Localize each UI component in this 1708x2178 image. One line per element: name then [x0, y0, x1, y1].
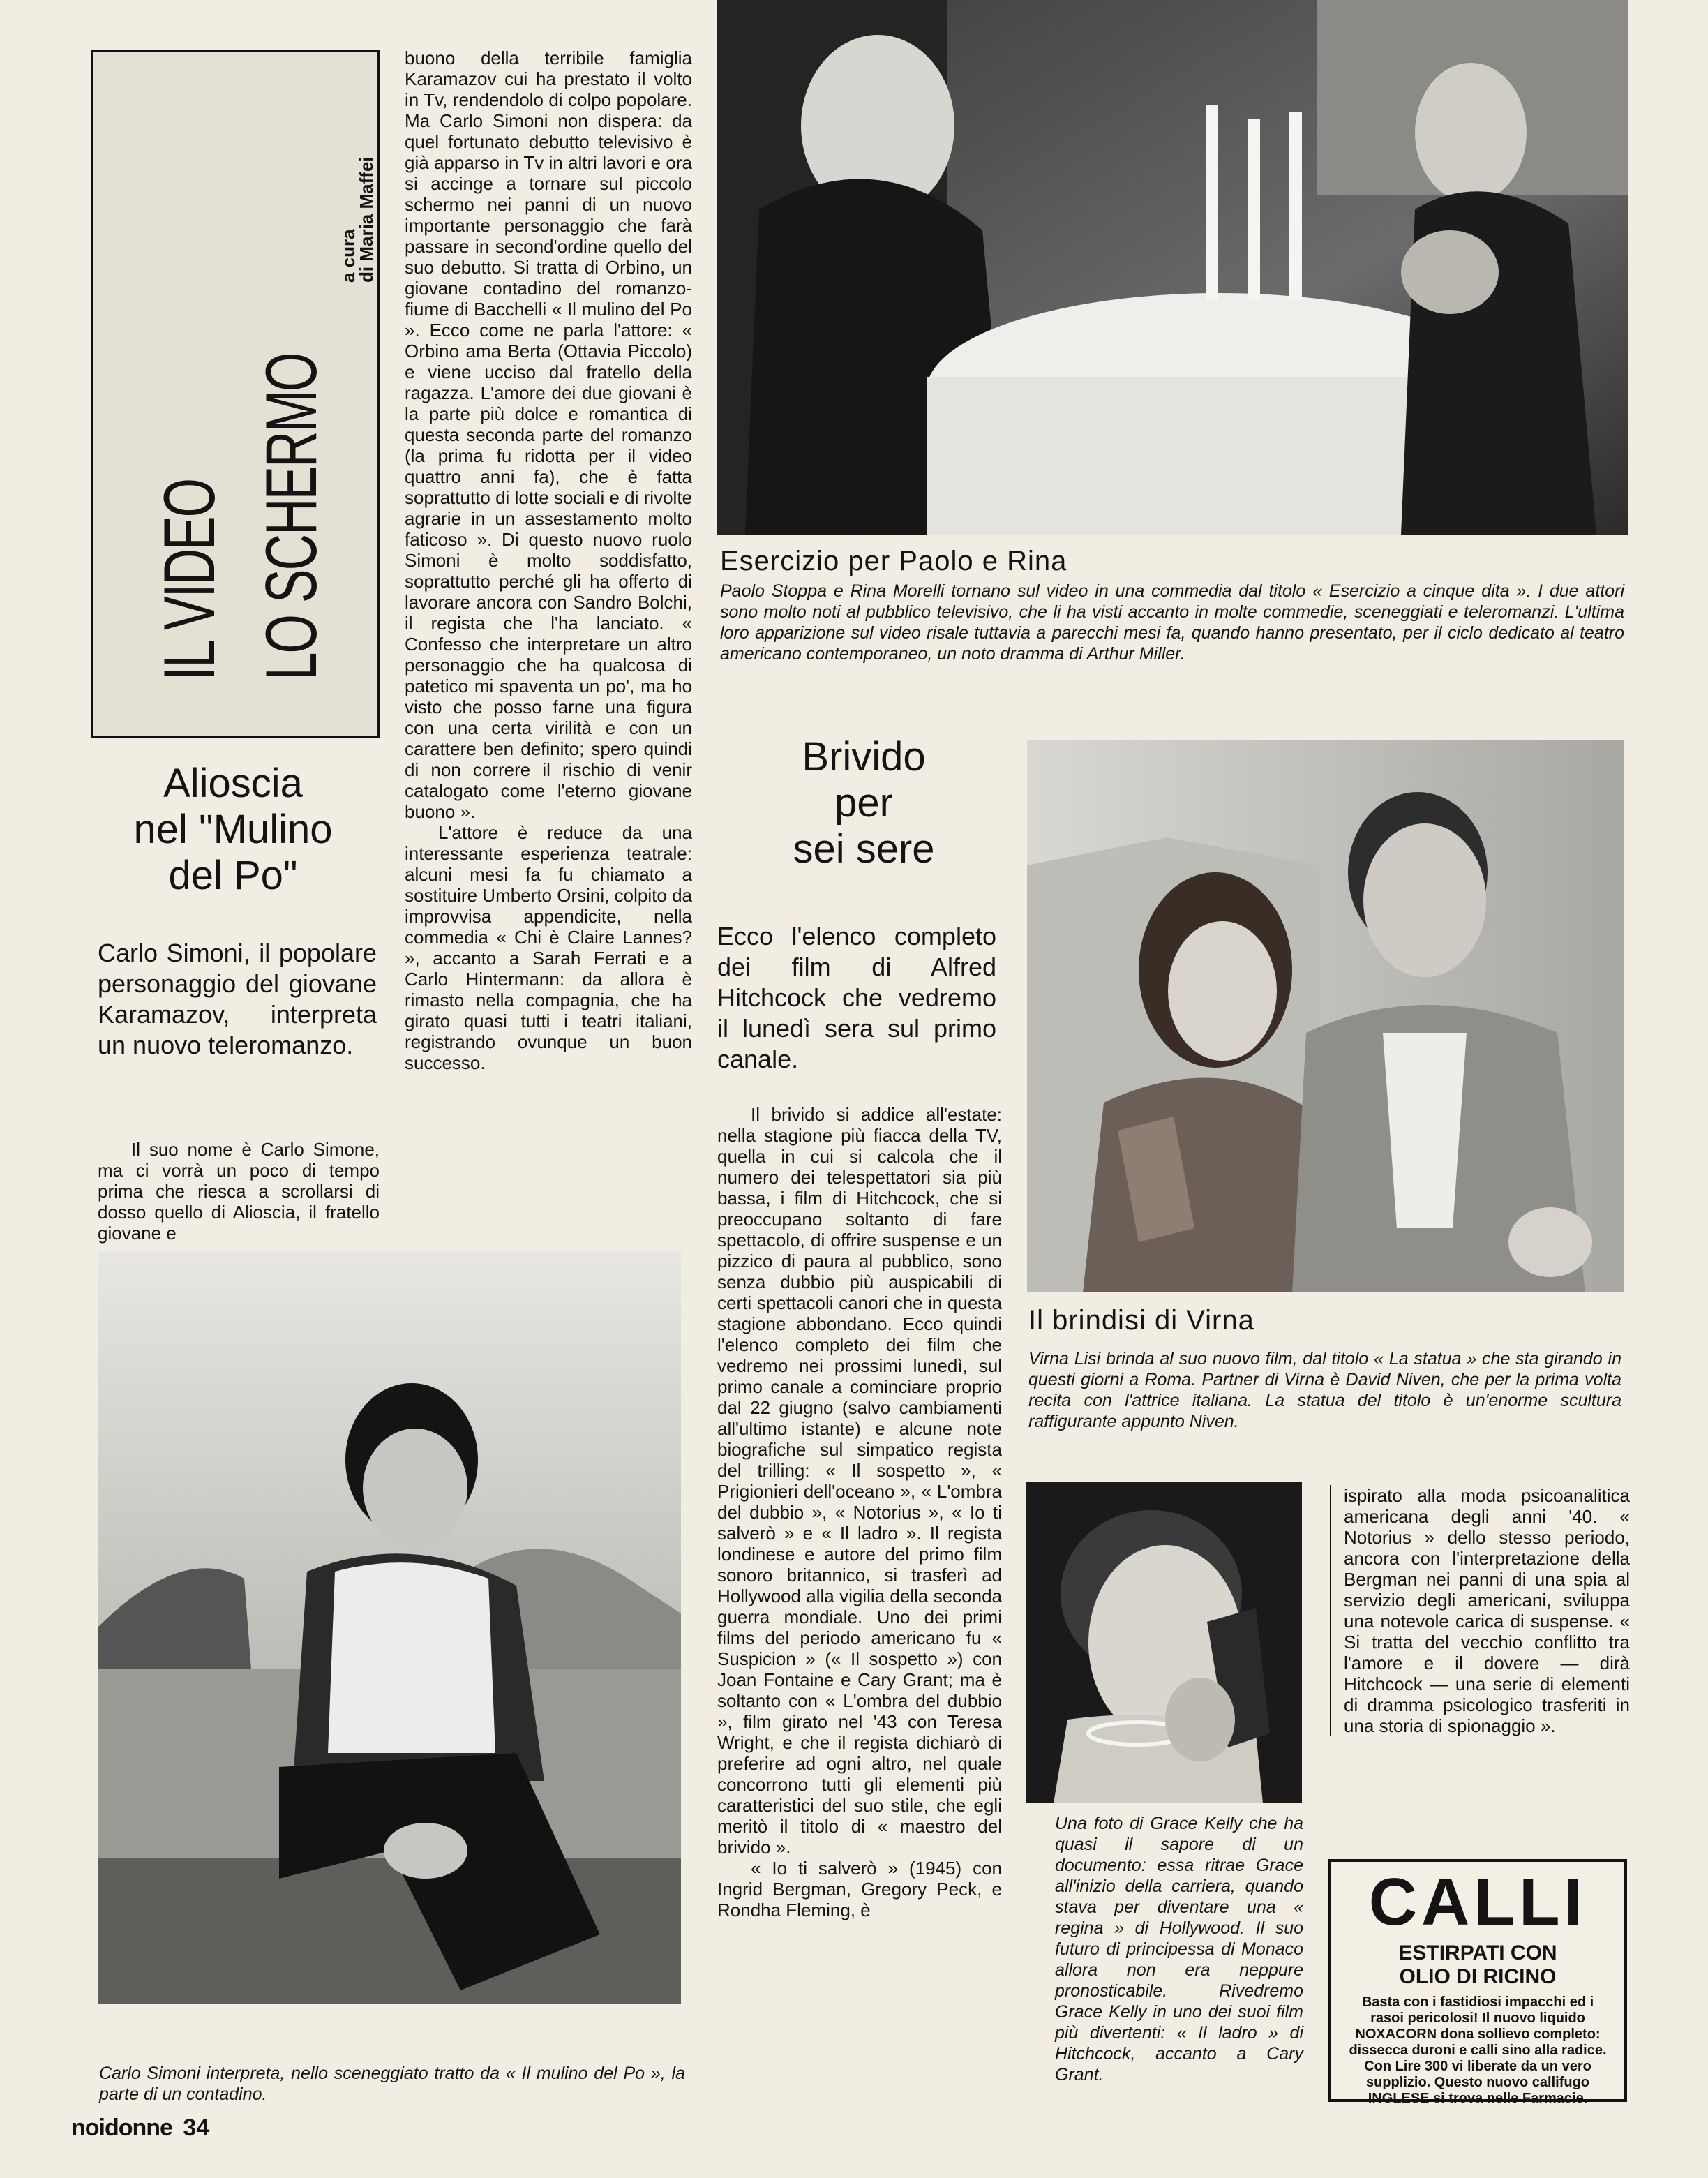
rubric-credit-line2: di Maria Maffei	[356, 156, 377, 283]
photo-virna-title: Il brindisi di Virna	[1028, 1305, 1254, 1336]
article1-col2	[405, 47, 692, 1073]
article1-col2-paragraph: L'attore è reduce da una interessante esperienza teatrale: alcuni mesi fa fu chiamato a sostituire Umberto Orsini, colpito da improvvisa appendicite, nella commedia « Chi è Claire Lannes? », accanto a Sarah Ferrati e a Carlo Hintermann: da allora è rimasto nella compagnia, che ha girato quasi tutti i teatri italiani, registrando ovunque un buon successo.	[405, 822, 692, 1073]
ad-sub2: OLIO DI RICINO	[1399, 1965, 1557, 1988]
article2-col1-paragraph: « Io ti salverò » (1945) con Ingrid Bergman, Gregory Peck, e Rondha Fleming, è	[717, 1858, 1002, 1920]
photo-carlo-simoni	[98, 1251, 681, 2004]
rubric-credit-line1: a cura	[338, 229, 359, 283]
article2-col3	[1330, 1485, 1630, 1736]
article1-col2-paragraph: buono della terribile famiglia Karamazov cui ha prestato il volto in Tv, rendendolo di colpo popolare. Ma Carlo Simoni non dispera: da quel fortunato debutto televisivo è già apparso in Tv in altri lavori e ora si accinge a tornare sul piccolo schermo nei panni di un nuovo importante personaggio che farà passare in second'ordine quello del suo debutto. Si tratta di Orbino, un giovane contadino del romanzo-fiume di Bacchelli « Il mulino del Po ». Ecco come ne parla l'attore: « Orbino ama Berta (Ottavia Piccolo) e viene ucciso dal fratello della ragazza. L'amore dei due giovani è la parte più dolce e romantica di questa seconda parte del romanzo (la prima fu ridotta per il video quattro anni fa), che è fatta soprattutto di lotte sociali e di rivolte agrarie in un assestamento molto faticoso ». Di questo nuovo ruolo Simoni è molto soddisfatto, soprattutto perché gli ha offerto di lavorare ancora con Sandro Bolchi, il regista che l'ha lanciato. « Confesso che interpretare un altro personaggio che ha qualcosa di patetico mi spaventa un po', ma ho visto che posso farne una figura con una certa virilità e con un carattere ben definito; spero quindi di non correre il rischio di venir catalogato come l'eterno giovane buono ».	[405, 47, 692, 822]
article2-col3-paragraph: ispirato alla moda psicoanalitica americana degli anni '40. « Notorius » dello stesso periodo, ancora con l'interpretazione della Bergman nei panni di una spia al servizio degli americani, sviluppa una notevole carica di suspense. « Si tratta del vecchio conflitto tra l'amore e il dovere — dirà Hitchcock — una serie di elementi di dramma psicologico trasferiti in una storia di spionaggio ».	[1344, 1485, 1630, 1736]
article1-headline	[91, 761, 375, 899]
photo-virna-niven-image	[1027, 740, 1624, 1292]
article2-col1-paragraph: Il brivido si addice all'estate: nella stagione più fiacca della TV, quella in cui si calcola che il numero dei telespettatori sia più bassa, i film di Hitchcock, che si preoccupano soltanto di fare spettacolo, di offrire suspense e un pizzico di paura al pubblico, sono senza dubbio più auspicabili di certi spettacoli canori che in questa stagione abbondano. Ecco quindi l'elenco completo dei film che vedremo nei prossimi lunedì, sul primo canale a cominciare proprio dal 22 giugno (salvo cambiamenti all'ultimo istante) e alcune note biografiche sul simpatico regista del trilling: « Il sospetto », « Prigionieri dell'oceano », « L'ombra del dubbio », « Notorius », « Io ti salverò » e « Il ladro ». Il regista londinese e autore del primo film sonoro britannico, si trasferì ad Hollywood alla vigilia della seconda guerra mondiale. Uno dei primi films del periodo americano fu « Suspicion » (« Il sospetto ») con Joan Fontaine e Cary Grant; ma è soltanto con « L'ombra del dubbio », film girato nel '43 con Teresa Wright, e che il regista dichiarò di preferire ad ogni altro, nel quale concorrono tutti gli elementi più caratteristici del suo stile, che egli meritò il titolo di « maestro del brivido ».	[717, 1104, 1002, 1858]
photo-stoppa-morelli	[717, 0, 1628, 535]
rubric-title-line1: IL VIDEO	[149, 479, 230, 680]
photo-grace-caption: Una foto di Grace Kelly che ha quasi il sapore di un documento: essa ritrae Grace all'inizio della carriera, quando stava per diventare una « regina » di Hollywood. Il suo futuro di principessa di Monaco allora non era neppure pronosticabile. Rivedremo Grace Kelly in uno dei suoi film più divertenti: « Il ladro » di Hitchcock, accanto a Cary Grant.	[1055, 1814, 1303, 2084]
photo-stoppa-morelli-image	[717, 0, 1628, 535]
ad-body: Basta con i fastidiosi impacchi ed i rasoi pericolosi! Il nuovo liquido NOXACORN dona sollievo completo: dissecca duroni e calli sino alla radice. Con Lire 300 vi liberate da un vero supplizio. Questo nuovo callifugo INGLESE si trova nelle Farmacie.	[1349, 1994, 1607, 2106]
rubric-title-line2: LO SCHERMO	[251, 353, 332, 680]
ad-headline: CALLI	[1368, 1865, 1587, 1939]
article1-col1	[98, 1139, 380, 1244]
article2-intro: Ecco l'elenco completo dei film di Alfred Hitchcock che vedremo il lunedì sera sul primo canale.	[717, 922, 996, 1073]
article1-headline-line: nel "Mulino	[133, 807, 333, 852]
footer-magazine: noidonne	[71, 2114, 172, 2141]
ad-calli	[1328, 1859, 1627, 2106]
article1-col1-paragraph: Il suo nome è Carlo Simone, ma ci vorrà un poco di tempo prima che riesca a scrollarsi di dosso quello di Alioscia, il fratello giovane e	[98, 1139, 380, 1244]
rubric-box	[91, 50, 380, 738]
article2-headline-line: sei sere	[793, 826, 935, 872]
footer-page-number: 34	[183, 2114, 210, 2141]
photo-virna-caption: Virna Lisi brinda al suo nuovo film, dal titolo « La statua » che sta girando in questi giorni a Roma. Partner di Virna è David Niven, che per la prima volta recita con l'attrice italiana. La statua del titolo è un'enorme scultura raffigurante appunto Niven.	[1028, 1349, 1621, 1431]
page-footer	[71, 2114, 209, 2142]
photo-stoppa-title: Esercizio per Paolo e Rina	[720, 546, 1068, 576]
article2-headline-line: Brivido	[802, 734, 926, 780]
photo-carlo-simoni-image	[98, 1251, 681, 2004]
ad-sub1: ESTIRPATI CON	[1398, 1941, 1557, 1964]
article2-col1	[717, 1104, 1002, 1920]
photo-grace-kelly	[1026, 1482, 1302, 1803]
photo-virna-niven	[1027, 740, 1624, 1292]
photo-grace-kelly-image	[1026, 1482, 1302, 1803]
article1-intro: Carlo Simoni, il popolare personaggio del giovane Karamazov, interpreta un nuovo teleromanzo.	[98, 939, 377, 1059]
article1-headline-line: del Po"	[168, 853, 298, 898]
photo-carlo-simoni-caption: Carlo Simoni interpreta, nello sceneggiato tratto da « Il mulino del Po », la parte di un contadino.	[99, 2064, 685, 2104]
article2-headline-line: per	[834, 780, 893, 826]
photo-stoppa-caption: Paolo Stoppa e Rina Morelli tornano sul video in una commedia dal titolo « Esercizio a cinque dita ». I due attori sono molto noti al pubblico televisivo, che li ha visti accanto in molte commedie, sceneggiati e teleromanzi. L'ultima loro apparizione sul video risale tuttavia a parecchi mesi fa, quando hanno presentato, per il ciclo dedicato al teatro americano contemporaneo, un noto dramma di Arthur Miller.	[720, 581, 1624, 664]
article2-headline	[717, 734, 1010, 872]
article1-headline-line: Alioscia	[163, 761, 303, 806]
